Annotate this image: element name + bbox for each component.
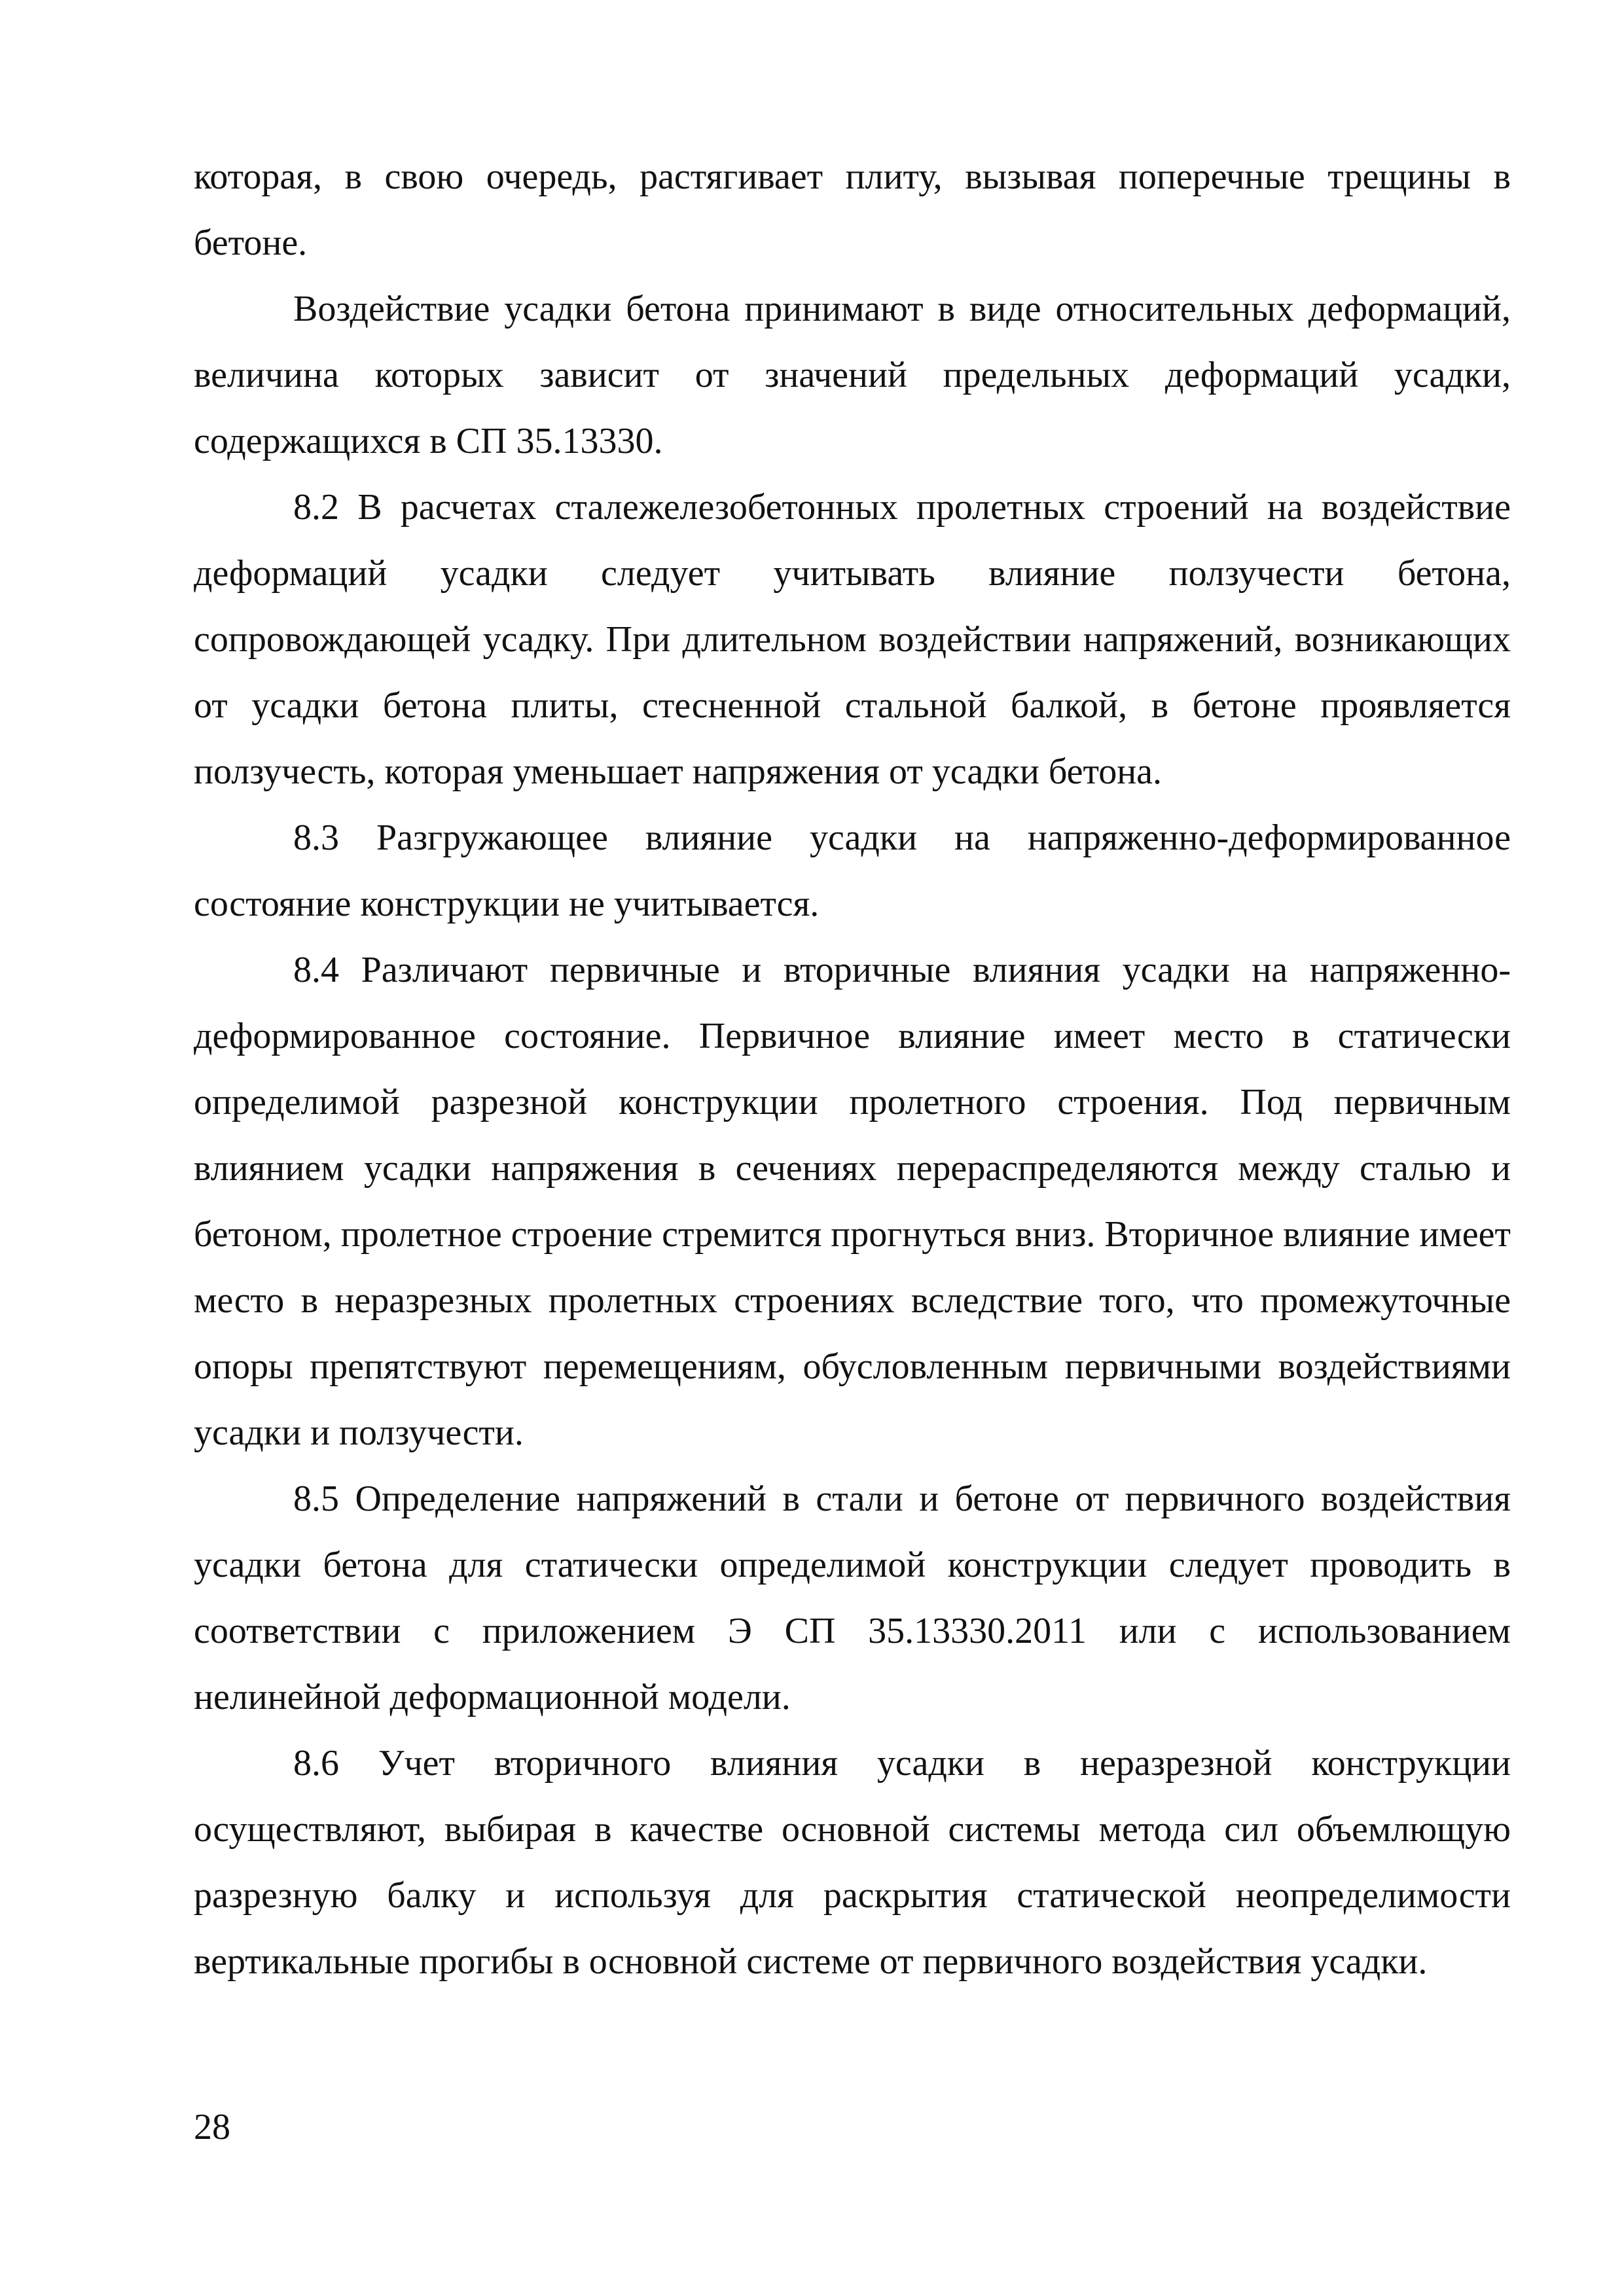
paragraph-8-5: 8.5 Определение напряжений в стали и бетоне от первичного воздействия усадки бетона для статически определимой конструкции следует проводить в соответствии с приложением Э СП 35.13330.2011 или с использованием нелинейной деформационной модели.: [194, 1479, 1511, 1717]
paragraph-shrinkage-effect: Воздействие усадки бетона принимают в виде относительных деформаций, величина которых зависит от значений предельных деформаций усадки, содержащихся в СП 35.13330.: [194, 289, 1511, 461]
page-number: 28: [194, 2107, 230, 2147]
paragraph-8-6: 8.6 Учет вторичного влияния усадки в неразрезной конструкции осуществляют, выбирая в качестве основной системы метода сил объемлющую разрезную балку и используя для раскрытия статической неопределимости вертикальные прогибы в основной системе от первичного воздействия усадки.: [194, 1743, 1511, 1982]
paragraph-8-4: 8.4 Различают первичные и вторичные влияния усадки на напряженно-деформированное состояние. Первичное влияние имеет место в статически определимой разрезной конструкции пролетного строения. Под первичным влиянием усадки напряжения в сечениях перераспределяются между сталью и бетоном, пролетное строение стремится прогнуться вниз. Вторичное влияние имеет место в неразрезных пролетных строениях вследствие того, что промежуточные опоры препятствуют перемещениям, обусловленным первичными воздействиями усадки и ползучести.: [194, 950, 1511, 1453]
paragraph-8-3: 8.3 Разгружающее влияние усадки на напряженно-деформированное состояние конструкции не учитывается.: [194, 817, 1511, 924]
paragraph-continuation: которая, в свою очередь, растягивает плиту, вызывая поперечные трещины в бетоне.: [194, 156, 1511, 263]
document-body: [194, 144, 1511, 1995]
paragraph-8-2: 8.2 В расчетах сталежелезобетонных пролетных строений на воздействие деформаций усадки следует учитывать влияние ползучести бетона, сопровождающей усадку. При длительном воздействии напряжений, возникающих от усадки бетона плиты, стесненной стальной балкой, в бетоне проявляется ползучесть, которая уменьшает напряжения от усадки бетона.: [194, 487, 1511, 792]
